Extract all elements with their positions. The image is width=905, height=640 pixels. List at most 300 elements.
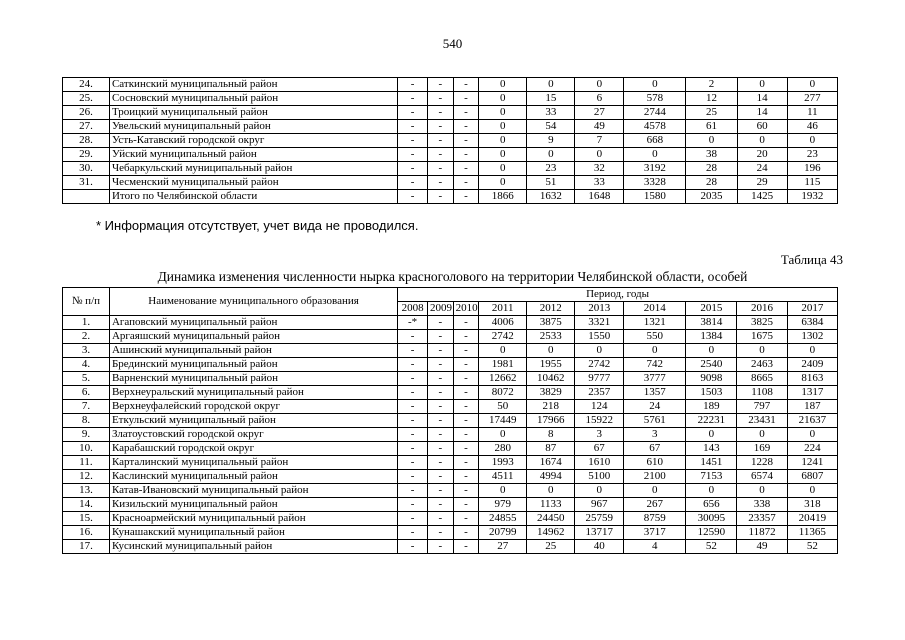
value-cell-2017: 0 — [787, 78, 837, 92]
value-cell-2012: 8 — [527, 428, 575, 442]
value-cell-2009: - — [428, 442, 454, 456]
value-cell-2009: - — [428, 134, 454, 148]
municipality-name-cell: Верхнеуфалейский городской округ — [109, 400, 397, 414]
table-row — [63, 330, 838, 344]
value-cell-2010: - — [453, 512, 479, 526]
value-cell-2013: 3 — [575, 428, 624, 442]
value-cell-2013: 67 — [575, 442, 624, 456]
value-cell-2014: 742 — [624, 358, 686, 372]
value-cell-2013: 49 — [575, 120, 624, 134]
value-cell-2017: 2409 — [787, 358, 837, 372]
value-cell-2009: - — [428, 386, 454, 400]
table-row — [63, 120, 838, 134]
value-cell-2015: 61 — [686, 120, 737, 134]
value-cell-2014: 578 — [624, 92, 686, 106]
municipality-name-cell: Кусинский муниципальный район — [109, 540, 397, 554]
value-cell-2016: 14 — [737, 92, 787, 106]
value-cell-2013: 1610 — [575, 456, 624, 470]
value-cell-2016: 8665 — [737, 372, 787, 386]
value-cell-2013: 7 — [575, 134, 624, 148]
value-cell-2013: 40 — [575, 540, 624, 554]
table-row — [63, 386, 838, 400]
value-cell-2011: 0 — [479, 134, 527, 148]
municipality-name-cell: Уйский муниципальный район — [109, 148, 397, 162]
value-cell-2008: - — [398, 400, 428, 414]
value-cell-2015: 22231 — [686, 414, 737, 428]
value-cell-2012: 218 — [527, 400, 575, 414]
value-cell-2016: 3825 — [737, 316, 787, 330]
value-cell-2016: 23431 — [737, 414, 787, 428]
value-cell-2015: 28 — [686, 176, 737, 190]
value-cell-2017: 23 — [787, 148, 837, 162]
value-cell-2012: 10462 — [527, 372, 575, 386]
value-cell-2009: - — [428, 456, 454, 470]
value-cell-2017: 0 — [787, 484, 837, 498]
value-cell-2017: 0 — [787, 344, 837, 358]
value-cell-2014: 3192 — [624, 162, 686, 176]
value-cell-2011: 0 — [479, 176, 527, 190]
value-cell-2013: 2742 — [575, 358, 624, 372]
value-cell-2009: - — [428, 428, 454, 442]
row-number-cell: 13. — [63, 484, 110, 498]
value-cell-2016: 1425 — [737, 190, 787, 204]
value-cell-2010: - — [453, 484, 479, 498]
value-cell-2015: 3814 — [686, 316, 737, 330]
population-table-continued — [62, 77, 838, 204]
value-cell-2013: 5100 — [575, 470, 624, 484]
value-cell-2016: 169 — [737, 442, 787, 456]
table-row — [63, 498, 838, 512]
value-cell-2012: 23 — [527, 162, 575, 176]
row-number-cell: 27. — [63, 120, 110, 134]
row-number-cell — [63, 190, 110, 204]
value-cell-2017: 196 — [787, 162, 837, 176]
value-cell-2015: 0 — [686, 484, 737, 498]
value-cell-2011: 27 — [479, 540, 527, 554]
value-cell-2008: - — [398, 386, 428, 400]
value-cell-2010: - — [453, 190, 479, 204]
value-cell-2009: - — [428, 78, 454, 92]
municipality-name-cell: Троицкий муниципальный район — [109, 106, 397, 120]
value-cell-2014: 3777 — [624, 372, 686, 386]
value-cell-2017: 11 — [787, 106, 837, 120]
value-cell-2012: 1632 — [527, 190, 575, 204]
value-cell-2015: 0 — [686, 344, 737, 358]
municipality-name-cell: Ашинский муниципальный район — [109, 344, 397, 358]
value-cell-2011: 0 — [479, 106, 527, 120]
value-cell-2011: 979 — [479, 498, 527, 512]
value-cell-2008: - — [398, 484, 428, 498]
row-number-cell: 29. — [63, 148, 110, 162]
value-cell-2010: - — [453, 106, 479, 120]
value-cell-2014: 24 — [624, 400, 686, 414]
footnote: * Информация отсутствует, учет вида не проводился. — [96, 218, 419, 233]
value-cell-2016: 1108 — [737, 386, 787, 400]
row-number-cell: 9. — [63, 428, 110, 442]
value-cell-2010: - — [453, 414, 479, 428]
table-row — [63, 428, 838, 442]
value-cell-2015: 0 — [686, 428, 737, 442]
value-cell-2010: - — [453, 540, 479, 554]
value-cell-2009: - — [428, 358, 454, 372]
value-cell-2012: 87 — [527, 442, 575, 456]
value-cell-2010: - — [453, 358, 479, 372]
value-cell-2012: 0 — [527, 78, 575, 92]
value-cell-2009: - — [428, 400, 454, 414]
value-cell-2015: 143 — [686, 442, 737, 456]
value-cell-2015: 12 — [686, 92, 737, 106]
value-cell-2011: 12662 — [479, 372, 527, 386]
value-cell-2011: 24855 — [479, 512, 527, 526]
value-cell-2009: - — [428, 414, 454, 428]
value-cell-2012: 9 — [527, 134, 575, 148]
value-cell-2016: 6574 — [737, 470, 787, 484]
table-row — [63, 358, 838, 372]
value-cell-2010: - — [453, 78, 479, 92]
value-cell-2012: 4994 — [527, 470, 575, 484]
value-cell-2012: 24450 — [527, 512, 575, 526]
value-cell-2011: 8072 — [479, 386, 527, 400]
table-row — [63, 148, 838, 162]
municipality-name-cell: Катав-Ивановский муниципальный район — [109, 484, 397, 498]
table-row — [63, 400, 838, 414]
municipality-name-cell: Агаповский муниципальный район — [109, 316, 397, 330]
value-cell-2011: 280 — [479, 442, 527, 456]
header-year: 2012 — [527, 302, 575, 316]
value-cell-2015: 52 — [686, 540, 737, 554]
value-cell-2010: - — [453, 372, 479, 386]
value-cell-2014: 4578 — [624, 120, 686, 134]
value-cell-2011: 0 — [479, 92, 527, 106]
value-cell-2016: 797 — [737, 400, 787, 414]
value-cell-2013: 0 — [575, 484, 624, 498]
value-cell-2010: - — [453, 148, 479, 162]
value-cell-2011: 2742 — [479, 330, 527, 344]
value-cell-2008: - — [398, 428, 428, 442]
value-cell-2008: - — [398, 526, 428, 540]
value-cell-2017: 0 — [787, 134, 837, 148]
value-cell-2016: 11872 — [737, 526, 787, 540]
value-cell-2015: 0 — [686, 134, 737, 148]
value-cell-2015: 1451 — [686, 456, 737, 470]
municipality-name-cell: Сосновский муниципальный район — [109, 92, 397, 106]
value-cell-2009: - — [428, 316, 454, 330]
value-cell-2013: 967 — [575, 498, 624, 512]
header-name: Наименование муниципального образования — [109, 288, 397, 316]
table-row — [63, 526, 838, 540]
row-number-cell: 14. — [63, 498, 110, 512]
header-year: 2010 — [453, 302, 479, 316]
value-cell-2015: 2540 — [686, 358, 737, 372]
value-cell-2009: - — [428, 162, 454, 176]
value-cell-2016: 29 — [737, 176, 787, 190]
value-cell-2015: 2035 — [686, 190, 737, 204]
value-cell-2008: - — [398, 498, 428, 512]
table-row — [63, 456, 838, 470]
municipality-name-cell: Карабашский городской округ — [109, 442, 397, 456]
municipality-name-cell: Брединский муниципальный район — [109, 358, 397, 372]
value-cell-2016: 0 — [737, 428, 787, 442]
value-cell-2016: 1675 — [737, 330, 787, 344]
value-cell-2010: - — [453, 442, 479, 456]
value-cell-2017: 224 — [787, 442, 837, 456]
value-cell-2012: 1955 — [527, 358, 575, 372]
row-number-cell: 25. — [63, 92, 110, 106]
row-number-cell: 4. — [63, 358, 110, 372]
value-cell-2015: 9098 — [686, 372, 737, 386]
value-cell-2014: 3 — [624, 428, 686, 442]
value-cell-2014: 267 — [624, 498, 686, 512]
value-cell-2011: 50 — [479, 400, 527, 414]
row-number-cell: 24. — [63, 78, 110, 92]
municipality-name-cell: Усть-Катавский городской округ — [109, 134, 397, 148]
municipality-name-cell: Увельский муниципальный район — [109, 120, 397, 134]
row-number-cell: 26. — [63, 106, 110, 120]
header-year: 2011 — [479, 302, 527, 316]
value-cell-2015: 2 — [686, 78, 737, 92]
value-cell-2013: 1550 — [575, 330, 624, 344]
value-cell-2013: 13717 — [575, 526, 624, 540]
value-cell-2012: 14962 — [527, 526, 575, 540]
row-number-cell: 5. — [63, 372, 110, 386]
header-row — [63, 288, 838, 302]
value-cell-2012: 51 — [527, 176, 575, 190]
table-row — [63, 442, 838, 456]
municipality-name-cell: Кунашакский муниципальный район — [109, 526, 397, 540]
header-year: 2013 — [575, 302, 624, 316]
value-cell-2011: 0 — [479, 484, 527, 498]
value-cell-2009: - — [428, 540, 454, 554]
value-cell-2013: 9777 — [575, 372, 624, 386]
table-row — [63, 414, 838, 428]
value-cell-2013: 1648 — [575, 190, 624, 204]
value-cell-2010: - — [453, 330, 479, 344]
value-cell-2017: 115 — [787, 176, 837, 190]
value-cell-2008: - — [398, 162, 428, 176]
value-cell-2011: 0 — [479, 162, 527, 176]
municipality-name-cell: Чебаркульский муниципальный район — [109, 162, 397, 176]
value-cell-2017: 46 — [787, 120, 837, 134]
value-cell-2016: 23357 — [737, 512, 787, 526]
value-cell-2014: 0 — [624, 78, 686, 92]
row-number-cell: 7. — [63, 400, 110, 414]
value-cell-2012: 3829 — [527, 386, 575, 400]
value-cell-2015: 28 — [686, 162, 737, 176]
value-cell-2014: 4 — [624, 540, 686, 554]
value-cell-2010: - — [453, 456, 479, 470]
value-cell-2012: 17966 — [527, 414, 575, 428]
table-row — [63, 162, 838, 176]
value-cell-2016: 49 — [737, 540, 787, 554]
value-cell-2008: - — [398, 372, 428, 386]
value-cell-2017: 21637 — [787, 414, 837, 428]
value-cell-2017: 0 — [787, 428, 837, 442]
value-cell-2015: 30095 — [686, 512, 737, 526]
value-cell-2015: 25 — [686, 106, 737, 120]
value-cell-2016: 14 — [737, 106, 787, 120]
row-number-cell: 28. — [63, 134, 110, 148]
header-year: 2009 — [428, 302, 454, 316]
value-cell-2015: 1384 — [686, 330, 737, 344]
value-cell-2015: 12590 — [686, 526, 737, 540]
value-cell-2012: 15 — [527, 92, 575, 106]
value-cell-2010: - — [453, 428, 479, 442]
value-cell-2017: 20419 — [787, 512, 837, 526]
value-cell-2013: 25759 — [575, 512, 624, 526]
value-cell-2014: 2744 — [624, 106, 686, 120]
municipality-name-cell: Чесменский муниципальный район — [109, 176, 397, 190]
value-cell-2013: 6 — [575, 92, 624, 106]
value-cell-2015: 656 — [686, 498, 737, 512]
row-number-cell: 10. — [63, 442, 110, 456]
value-cell-2011: 0 — [479, 428, 527, 442]
value-cell-2017: 6807 — [787, 470, 837, 484]
value-cell-2013: 0 — [575, 148, 624, 162]
table-row — [63, 540, 838, 554]
table-row — [63, 92, 838, 106]
row-number-cell: 2. — [63, 330, 110, 344]
value-cell-2017: 1317 — [787, 386, 837, 400]
municipality-name-cell: Варненский муниципальный район — [109, 372, 397, 386]
value-cell-2012: 1133 — [527, 498, 575, 512]
value-cell-2013: 3321 — [575, 316, 624, 330]
value-cell-2013: 0 — [575, 78, 624, 92]
value-cell-2011: 0 — [479, 78, 527, 92]
municipality-name-cell: Златоустовский городской округ — [109, 428, 397, 442]
header-year: 2008 — [398, 302, 428, 316]
value-cell-2009: - — [428, 470, 454, 484]
page-number: 540 — [442, 36, 463, 51]
row-number-cell: 16. — [63, 526, 110, 540]
row-number-cell: 8. — [63, 414, 110, 428]
header-period: Период, годы — [398, 288, 838, 302]
row-number-cell: 12. — [63, 470, 110, 484]
value-cell-2017: 1302 — [787, 330, 837, 344]
value-cell-2016: 20 — [737, 148, 787, 162]
value-cell-2010: - — [453, 386, 479, 400]
value-cell-2011: 17449 — [479, 414, 527, 428]
value-cell-2011: 1993 — [479, 456, 527, 470]
row-number-cell: 31. — [63, 176, 110, 190]
value-cell-2014: 610 — [624, 456, 686, 470]
value-cell-2014: 0 — [624, 148, 686, 162]
value-cell-2010: - — [453, 134, 479, 148]
municipality-name-cell: Саткинский муниципальный район — [109, 78, 397, 92]
value-cell-2009: - — [428, 526, 454, 540]
header-year: 2014 — [624, 302, 686, 316]
value-cell-2009: - — [428, 512, 454, 526]
value-cell-2008: - — [398, 456, 428, 470]
table-row — [63, 190, 838, 204]
header-year: 2017 — [787, 302, 837, 316]
table-row — [63, 372, 838, 386]
value-cell-2013: 27 — [575, 106, 624, 120]
value-cell-2008: - — [398, 92, 428, 106]
table-row — [63, 78, 838, 92]
value-cell-2016: 0 — [737, 484, 787, 498]
row-number-cell: 6. — [63, 386, 110, 400]
value-cell-2013: 33 — [575, 176, 624, 190]
value-cell-2013: 15922 — [575, 414, 624, 428]
value-cell-2009: - — [428, 372, 454, 386]
table-label: Таблица 43 — [780, 252, 843, 267]
population-table-43 — [62, 287, 838, 554]
value-cell-2017: 1932 — [787, 190, 837, 204]
header-year: 2016 — [737, 302, 787, 316]
value-cell-2016: 24 — [737, 162, 787, 176]
municipality-name-cell: Итого по Челябинской области — [109, 190, 397, 204]
value-cell-2011: 1981 — [479, 358, 527, 372]
value-cell-2008: - — [398, 512, 428, 526]
value-cell-2014: 67 — [624, 442, 686, 456]
table-row — [63, 484, 838, 498]
value-cell-2012: 33 — [527, 106, 575, 120]
value-cell-2012: 2533 — [527, 330, 575, 344]
municipality-name-cell: Аргаяшский муниципальный район — [109, 330, 397, 344]
value-cell-2017: 52 — [787, 540, 837, 554]
value-cell-2009: - — [428, 344, 454, 358]
value-cell-2012: 0 — [527, 344, 575, 358]
value-cell-2012: 3875 — [527, 316, 575, 330]
value-cell-2017: 11365 — [787, 526, 837, 540]
value-cell-2012: 0 — [527, 148, 575, 162]
municipality-name-cell: Верхнеуральский муниципальный район — [109, 386, 397, 400]
value-cell-2008: - — [398, 120, 428, 134]
value-cell-2014: 1321 — [624, 316, 686, 330]
municipality-name-cell: Еткульский муниципальный район — [109, 414, 397, 428]
value-cell-2009: - — [428, 148, 454, 162]
row-number-cell: 1. — [63, 316, 110, 330]
value-cell-2012: 1674 — [527, 456, 575, 470]
value-cell-2015: 1503 — [686, 386, 737, 400]
table-row — [63, 176, 838, 190]
value-cell-2016: 0 — [737, 134, 787, 148]
value-cell-2011: 1866 — [479, 190, 527, 204]
table-row — [63, 470, 838, 484]
value-cell-2009: - — [428, 330, 454, 344]
value-cell-2016: 338 — [737, 498, 787, 512]
value-cell-2010: - — [453, 92, 479, 106]
value-cell-2011: 0 — [479, 120, 527, 134]
municipality-name-cell: Кизильский муниципальный район — [109, 498, 397, 512]
value-cell-2008: - — [398, 148, 428, 162]
value-cell-2012: 54 — [527, 120, 575, 134]
row-number-cell: 3. — [63, 344, 110, 358]
value-cell-2016: 0 — [737, 78, 787, 92]
value-cell-2013: 124 — [575, 400, 624, 414]
value-cell-2014: 5761 — [624, 414, 686, 428]
municipality-name-cell: Карталинский муниципальный район — [109, 456, 397, 470]
value-cell-2011: 0 — [479, 148, 527, 162]
value-cell-2008: - — [398, 470, 428, 484]
value-cell-2010: - — [453, 344, 479, 358]
value-cell-2017: 6384 — [787, 316, 837, 330]
value-cell-2015: 189 — [686, 400, 737, 414]
value-cell-2008: - — [398, 190, 428, 204]
value-cell-2010: - — [453, 470, 479, 484]
value-cell-2008: - — [398, 78, 428, 92]
value-cell-2016: 60 — [737, 120, 787, 134]
row-number-cell: 11. — [63, 456, 110, 470]
value-cell-2012: 0 — [527, 484, 575, 498]
value-cell-2008: - — [398, 176, 428, 190]
value-cell-2010: - — [453, 162, 479, 176]
value-cell-2014: 1580 — [624, 190, 686, 204]
value-cell-2009: - — [428, 120, 454, 134]
header-number: № п/п — [63, 288, 110, 316]
value-cell-2008: - — [398, 134, 428, 148]
value-cell-2010: - — [453, 120, 479, 134]
